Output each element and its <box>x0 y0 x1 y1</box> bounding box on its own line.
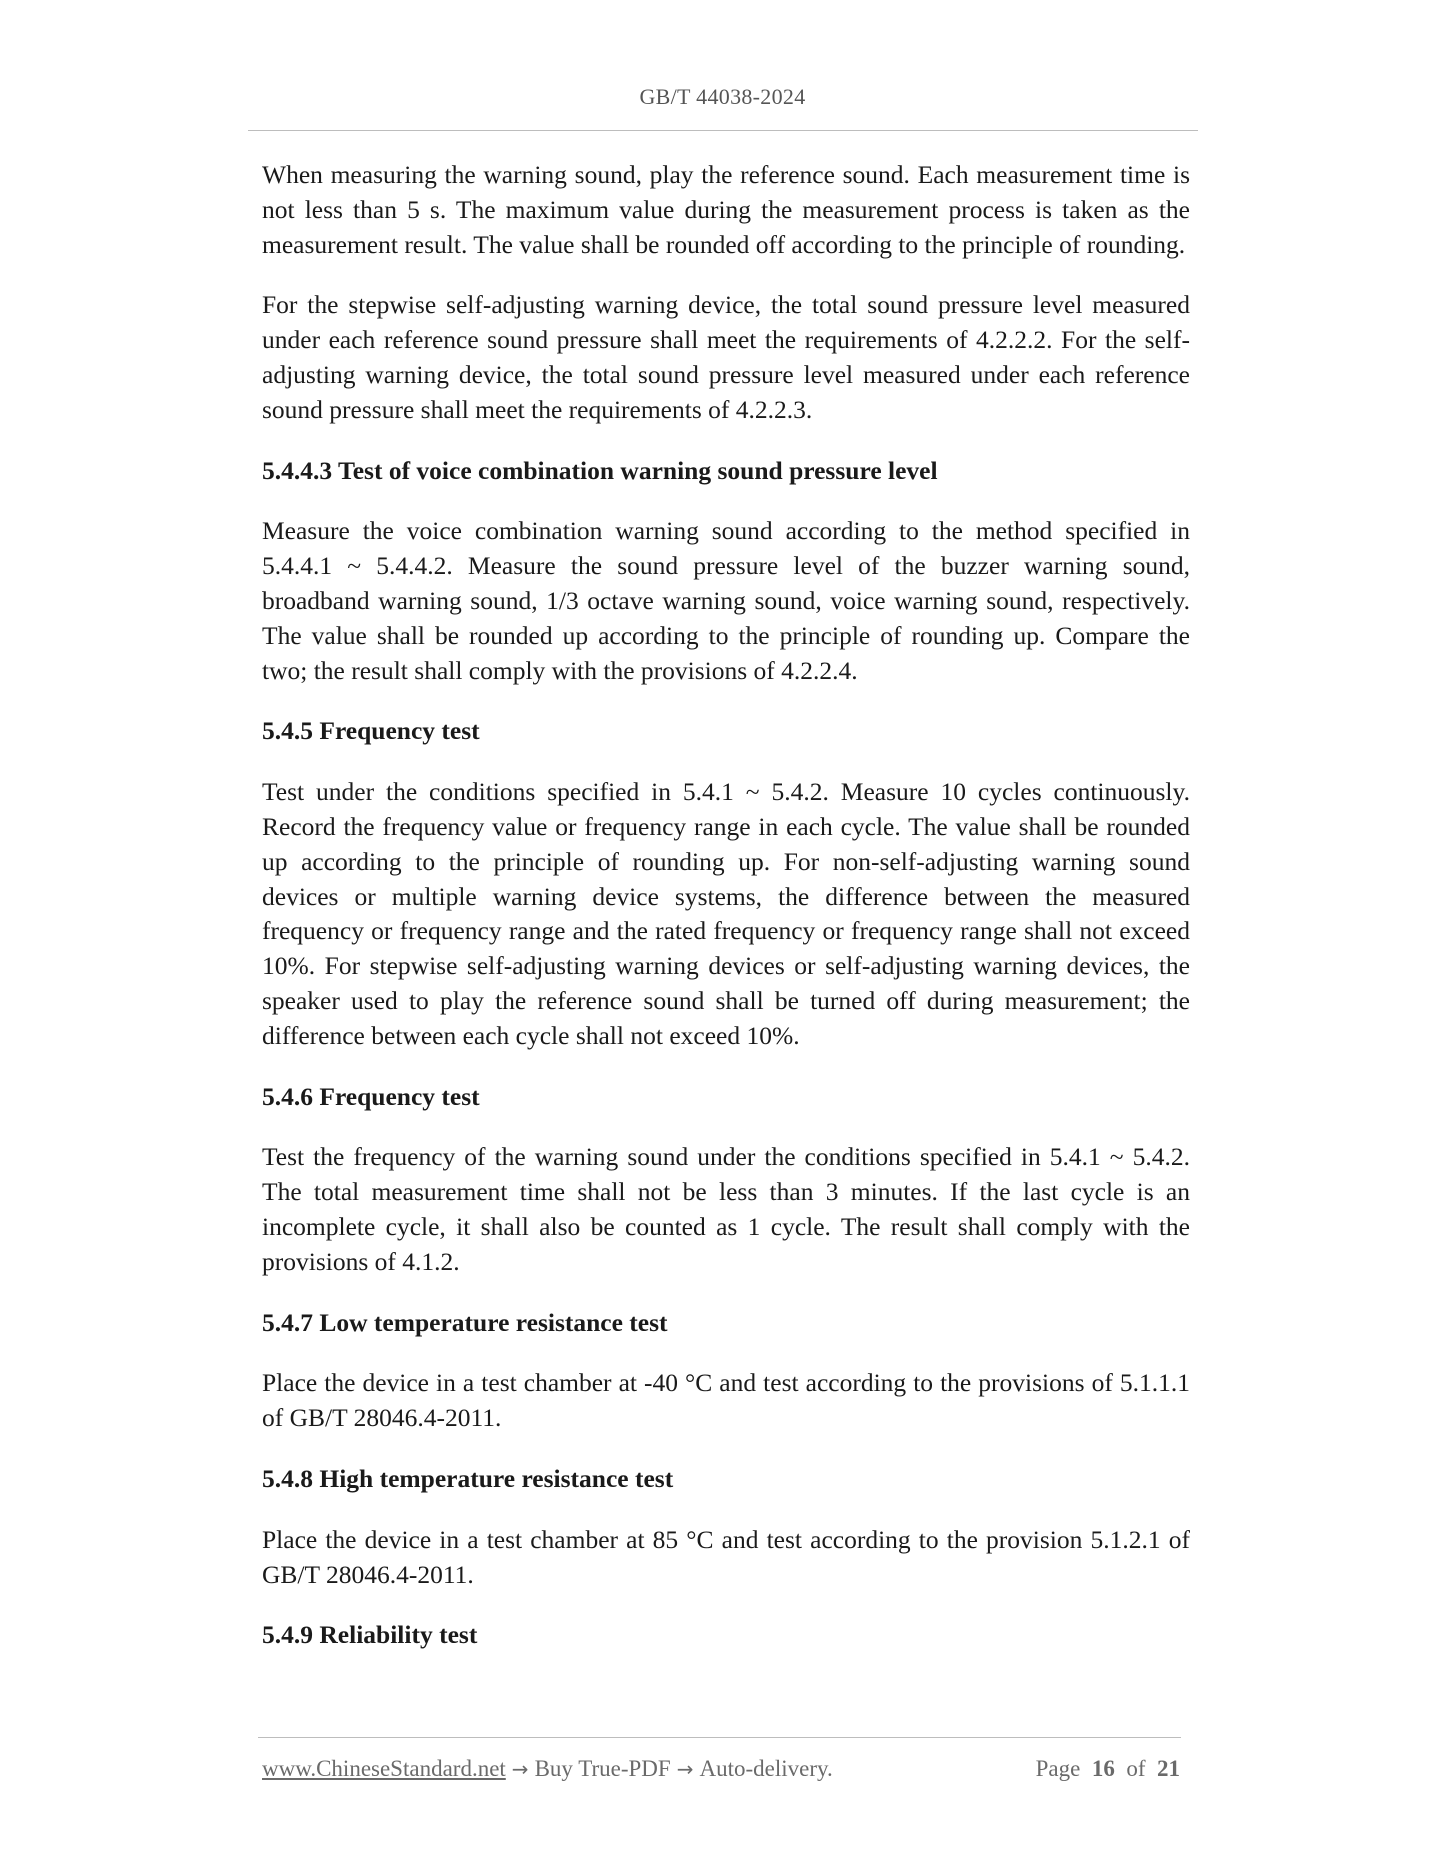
page-total: 21 <box>1157 1756 1180 1781</box>
heading-5-4-5: 5.4.5 Frequency test <box>262 716 480 746</box>
of-label: of <box>1126 1756 1146 1781</box>
paragraph-frequency-warning: Test the frequency of the warning sound under the conditions specified in 5.4.1 ~ 5.4.2. The total measurement time shall not be less than 3 minutes. If the last cycle is an incomplete cycle, it shall also be counted as 1 cycle. The result shall comply with the provisions of 4.1.2. <box>262 1142 1190 1276</box>
page-footer <box>262 1756 1180 1782</box>
paragraph-high-temperature: Place the device in a test chamber at 85 °C and test according to the provision 5.1.2.1 of GB/T 28046.4-2011. <box>262 1524 1190 1589</box>
arrow-right-icon: → <box>676 1757 694 1781</box>
paragraph-warning-measurement: When measuring the warning sound, play the reference sound. Each measurement time is not less than 5 s. The maximum value during the measurement process is taken as the measurement result. The value shall be rounded off according to the principle of rounding. <box>262 160 1190 259</box>
paragraph-frequency-test: Test under the conditions specified in 5.4.1 ~ 5.4.2. Measure 10 cycles continuously. Record the frequency value or frequency range in each cycle. The value shall be rounded up according to the principle of rounding up. For non-self-adjusting warning sound devices or multiple warning device systems, the difference between the measured frequency or frequency range and the rated frequency or frequency range shall not exceed 10%. For stepwise self-adjusting warning devices or self-adjusting warning devices, the speaker used to play the reference sound shall be turned off during measurement; the difference between each cycle shall not exceed 10%. <box>262 777 1190 1050</box>
heading-5-4-8: 5.4.8 High temperature resistance test <box>262 1463 674 1493</box>
site-link[interactable]: www.ChineseStandard.net <box>262 1756 506 1781</box>
page-content <box>262 158 1190 1679</box>
footer-left <box>262 1756 833 1782</box>
paragraph-voice-combination: Measure the voice combination warning sound according to the method specified in 5.4.4.1 ~ 5.4.4.2. Measure the sound pressure level of the buzzer warning sound, broadband warning sound, 1/3 octave warning sound, voice warning sound, respectively. The value shall be rounded up according to the principle of rounding up. Compare the two; the result shall comply with the provisions of 4.2.2.4. <box>262 516 1190 685</box>
heading-5-4-6: 5.4.6 Frequency test <box>262 1081 480 1111</box>
buy-text: Buy True-PDF <box>534 1756 671 1781</box>
footer-divider <box>258 1737 1181 1738</box>
page-label: Page <box>1035 1756 1081 1781</box>
page-current: 16 <box>1091 1756 1115 1781</box>
heading-5-4-9: 5.4.9 Reliability test <box>262 1620 478 1650</box>
heading-5-4-4-3: 5.4.4.3 Test of voice combination warning sound pressure level <box>262 455 938 485</box>
heading-5-4-7: 5.4.7 Low temperature resistance test <box>262 1307 668 1337</box>
header-divider <box>248 130 1198 131</box>
arrow-right-icon: → <box>511 1757 529 1781</box>
delivery-text: Auto-delivery. <box>699 1756 833 1781</box>
paragraph-self-adjusting-requirements: For the stepwise self-adjusting warning device, the total sound pressure level measured under each reference sound pressure shall meet the requirements of 4.2.2.2. For the self-adjusting warning device, the total sound pressure level measured under each reference sound pressure shall meet the requirements of 4.2.2.3. <box>262 290 1190 424</box>
document-header: GB/T 44038-2024 <box>639 84 806 109</box>
paragraph-low-temperature: Place the device in a test chamber at -40 °C and test according to the provisions of 5.1.1.1 of GB/T 28046.4-2011. <box>262 1368 1190 1433</box>
page-indicator <box>1036 1756 1180 1782</box>
